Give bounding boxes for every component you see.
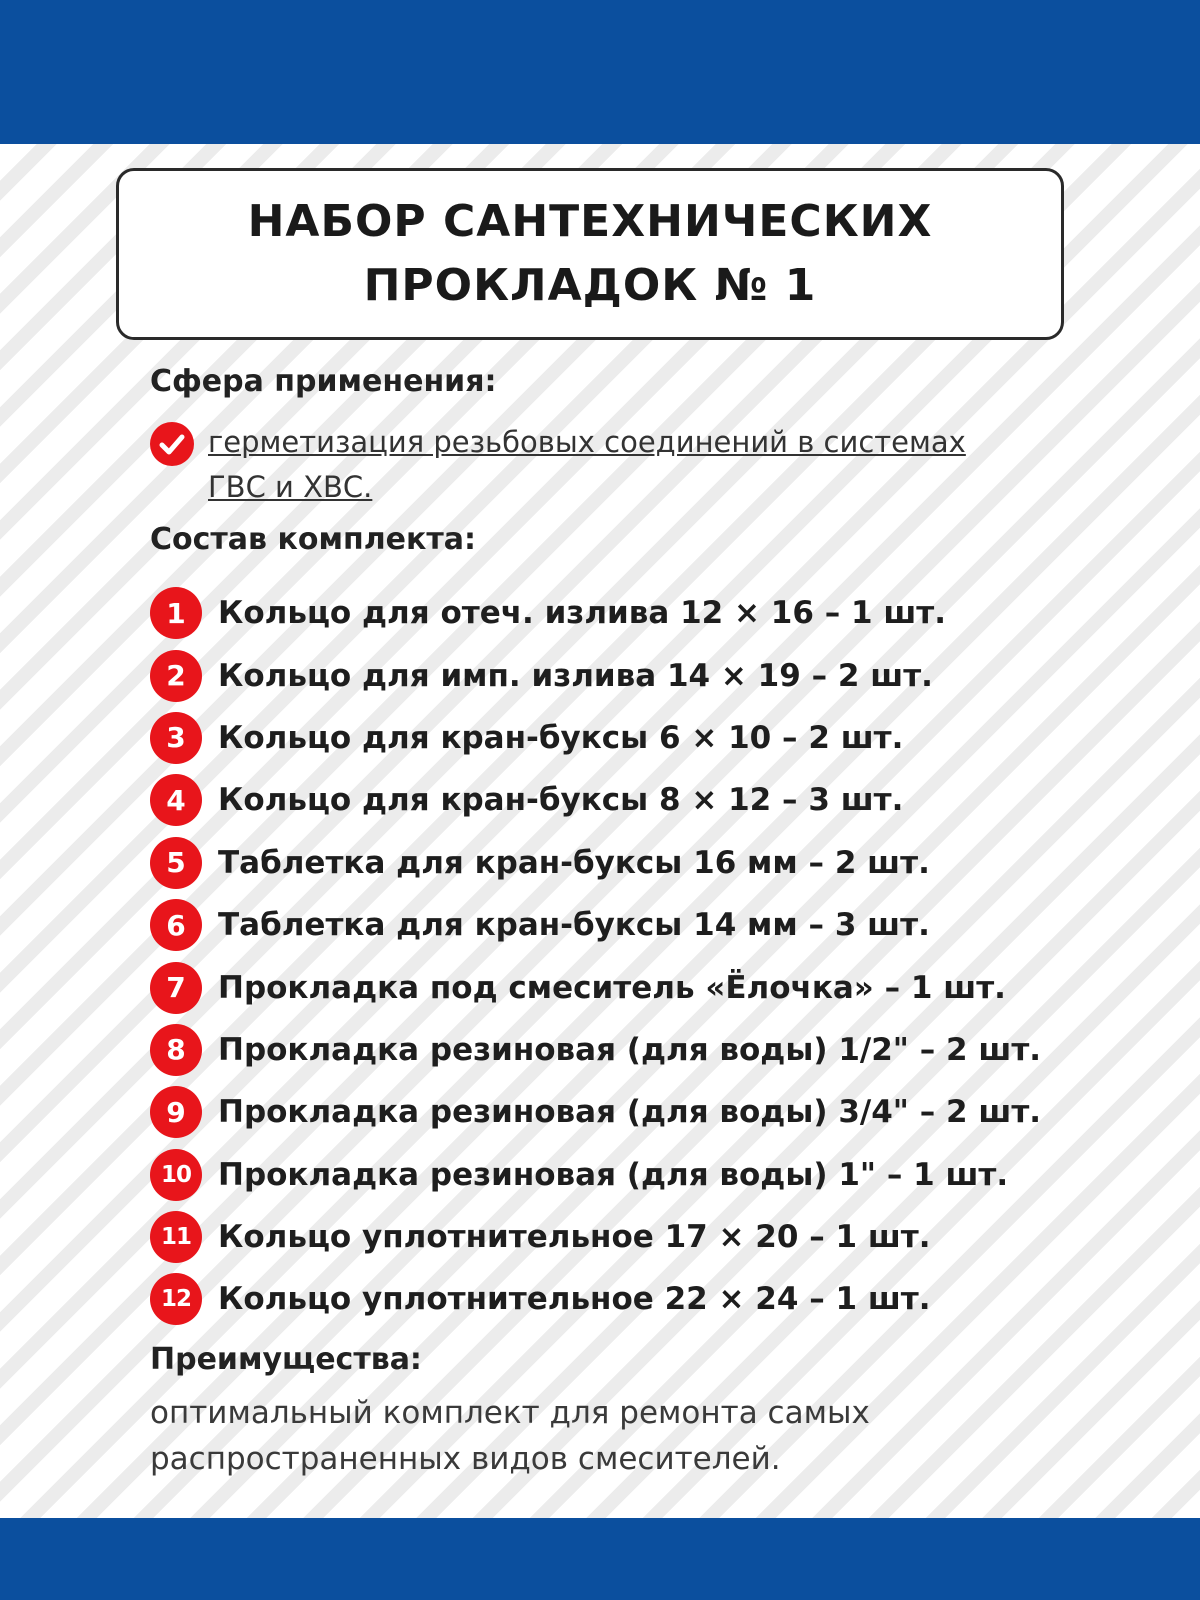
number-badge: 4	[150, 774, 202, 826]
kit-item-text: Кольцо для кран-буксы 8 × 12 – 3 шт.	[218, 782, 904, 819]
advantages-text: оптимальный комплект для ремонта самых распространенных видов смесителей.	[150, 1395, 870, 1477]
number-badge: 11	[150, 1211, 202, 1263]
number-badge: 9	[150, 1086, 202, 1138]
title-box	[116, 168, 1064, 340]
kit-list	[150, 582, 1150, 1331]
bottom-blue-band	[0, 1518, 1200, 1600]
kit-item	[150, 582, 1150, 644]
application-heading: Сфера применения:	[150, 364, 497, 399]
number-badge: 3	[150, 712, 202, 764]
advantages-heading: Преимущества:	[150, 1342, 422, 1377]
kit-item	[150, 769, 1150, 831]
application-text: герметизация резьбовых соединений в системах ГВС и ХВС.	[208, 425, 966, 504]
page-title-line-2: ПРОКЛАДОК № 1	[363, 260, 817, 311]
number-badge: 5	[150, 837, 202, 889]
kit-item-text: Кольцо для кран-буксы 6 × 10 – 2 шт.	[218, 719, 904, 756]
number-badge: 7	[150, 962, 202, 1014]
kit-item	[150, 644, 1150, 706]
kit-item-text: Кольцо для отеч. излива 12 × 16 – 1 шт.	[218, 595, 947, 632]
kit-item	[150, 1268, 1150, 1330]
number-badge: 2	[150, 650, 202, 702]
kit-heading: Состав комплекта:	[150, 522, 477, 557]
top-blue-band	[0, 0, 1200, 144]
kit-item-text: Таблетка для кран-буксы 14 мм – 3 шт.	[218, 907, 930, 944]
number-badge: 1	[150, 587, 202, 639]
kit-item-text: Прокладка резиновая (для воды) 3/4" – 2 шт.	[218, 1094, 1042, 1131]
kit-item-text: Кольцо уплотнительное 22 × 24 – 1 шт.	[218, 1281, 931, 1318]
kit-item-text: Прокладка резиновая (для воды) 1" – 1 шт.	[218, 1156, 1009, 1193]
kit-item-text: Прокладка резиновая (для воды) 1/2" – 2 шт.	[218, 1031, 1042, 1068]
number-badge: 10	[150, 1149, 202, 1201]
kit-item	[150, 1144, 1150, 1206]
kit-item	[150, 1019, 1150, 1081]
kit-item-text: Кольцо уплотнительное 17 × 20 – 1 шт.	[218, 1219, 931, 1256]
kit-item-text: Таблетка для кран-буксы 16 мм – 2 шт.	[218, 844, 930, 881]
kit-item	[150, 956, 1150, 1018]
kit-item	[150, 832, 1150, 894]
check-circle-icon	[150, 422, 194, 466]
number-badge: 12	[150, 1273, 202, 1325]
kit-item	[150, 707, 1150, 769]
kit-item-text: Кольцо для имп. излива 14 × 19 – 2 шт.	[218, 657, 933, 694]
kit-item	[150, 894, 1150, 956]
number-badge: 6	[150, 899, 202, 951]
page-title-line-1: НАБОР САНТЕХНИЧЕСКИХ	[247, 196, 933, 247]
number-badge: 8	[150, 1024, 202, 1076]
kit-item	[150, 1206, 1150, 1268]
kit-item	[150, 1081, 1150, 1143]
kit-item-text: Прокладка под смеситель «Ёлочка» – 1 шт.	[218, 969, 1006, 1006]
